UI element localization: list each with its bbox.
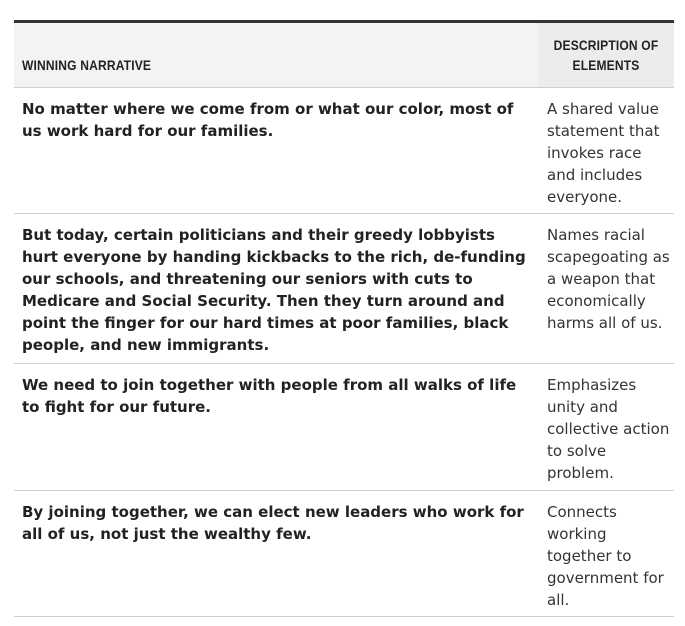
header-description-label: DESCRIPTION OF ELEMENTS [553, 37, 659, 73]
narrative-table [14, 20, 674, 617]
header-cell-narrative [14, 23, 538, 87]
table-row [14, 88, 674, 214]
description-cell: Names racial scapegoating as a weapon that economically harms all of us. [547, 226, 670, 332]
narrative-cell: No matter where we come from or what our color, most of us work hard for our families. [22, 100, 514, 140]
header-narrative-label: WINNING NARRATIVE [22, 57, 152, 73]
description-cell: Emphasizes unity and collective action to solve problem. [547, 376, 670, 482]
table-row [14, 214, 674, 364]
narrative-cell: But today, certain politicians and their greedy lobbyists hurt everyone by handing kickbacks to the rich, de-funding our schools, and threatening our seniors with cuts to Medicare and Social Security. Then they turn around and point the finger for our hard times at poor families, black people, and new immigrants. [22, 226, 526, 354]
table-header [14, 23, 674, 88]
header-cell-description [538, 23, 674, 87]
narrative-cell: We need to join together with people from all walks of life to fight for our future. [22, 376, 517, 416]
table-row [14, 491, 674, 617]
narrative-cell: By joining together, we can elect new leaders who work for all of us, not just the wealthy few. [22, 503, 524, 543]
table-row [14, 364, 674, 491]
description-cell: A shared value statement that invokes race and includes everyone. [547, 100, 660, 206]
description-cell: Connects working together to government for all. [547, 503, 664, 609]
